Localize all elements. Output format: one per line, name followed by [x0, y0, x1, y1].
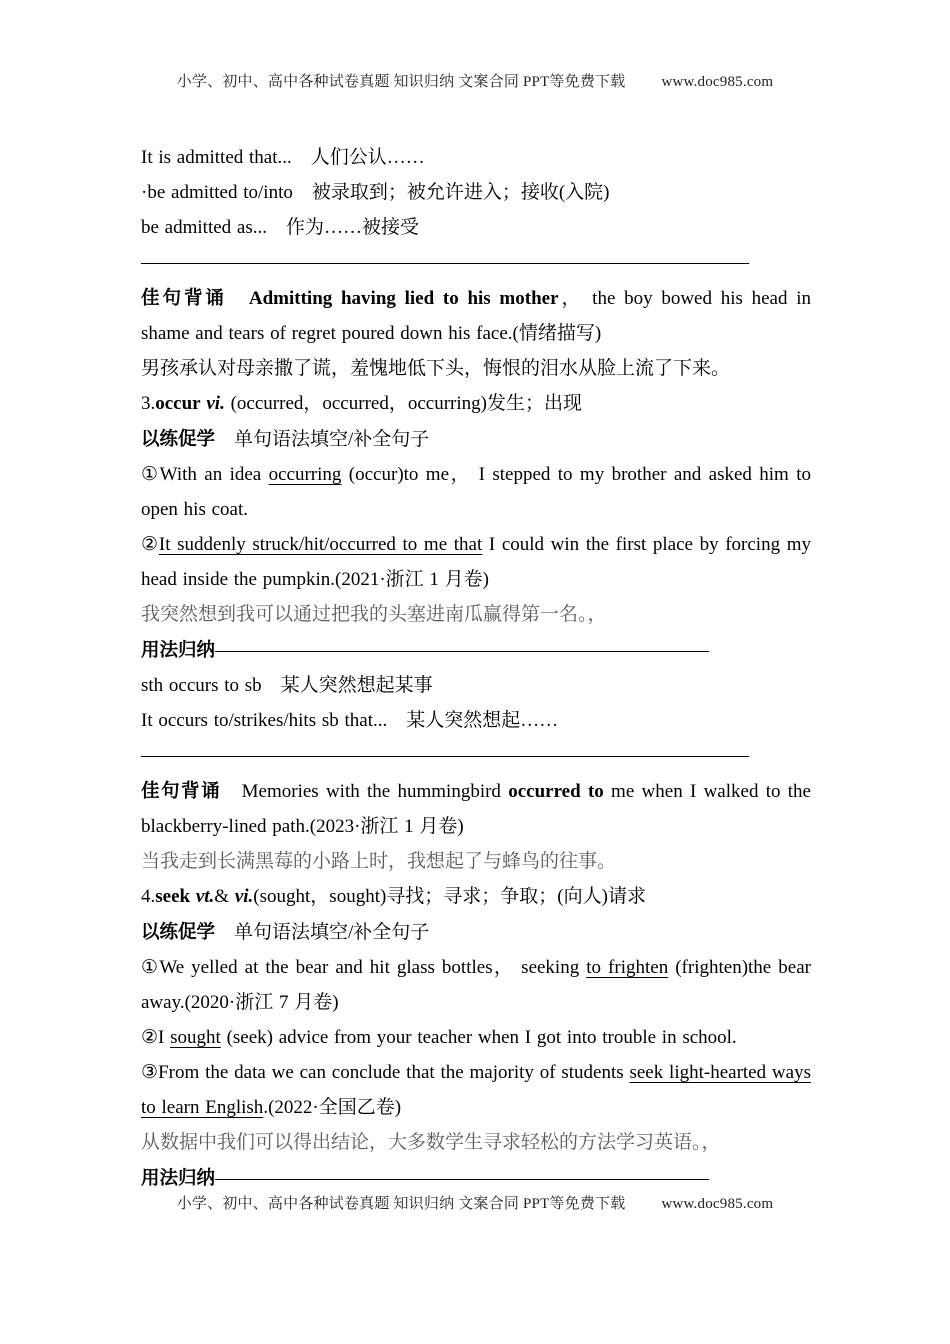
text-run: seek [155, 886, 191, 907]
page-footer [0, 1192, 950, 1213]
header-site-url[interactable]: www.doc985.com [661, 74, 774, 90]
section-label: 以练促学 [141, 428, 216, 449]
header-site-tagline: 小学、初中、高中各种试卷真题 知识归纳 文案合同 PPT等免费下载 [176, 74, 626, 90]
text-run: 4. [141, 886, 156, 907]
text-run: Memories with the hummingbird [221, 781, 509, 802]
text-run: I could win the first place by forcing my head inside the pumpkin.(2021·浙江 1 月卷) [141, 534, 811, 590]
text-run: ①With an idea [141, 464, 269, 485]
text-run: 我突然想到我可以通过把我的头塞进南瓜赢得第一名。， [141, 604, 607, 625]
sample-sentence [141, 280, 811, 351]
usage-summary-heading [141, 632, 811, 668]
exercise-item [141, 1020, 811, 1055]
translation [141, 1125, 811, 1160]
exercise-item [141, 527, 811, 597]
document-body [141, 140, 811, 1196]
entry-heading [141, 386, 811, 421]
text-run: be admitted as... 作为……被接受 [141, 217, 419, 238]
text-run: occur [155, 393, 201, 414]
phrase-line [141, 175, 811, 210]
practice-heading [141, 421, 811, 457]
text-run: 单句语法填空/补全句子 [215, 922, 430, 943]
exercise-item [141, 950, 811, 1020]
usage-summary-heading [141, 1160, 811, 1196]
text-run [227, 288, 249, 309]
text-run: ③From the data we can conclude that the majority of students [141, 1062, 630, 1083]
practice-heading [141, 914, 811, 950]
text-run: seek light-hearted ways to learn English [141, 1062, 811, 1118]
usage-line [141, 668, 811, 703]
text-run: .(2022·全国乙卷) [263, 1097, 402, 1118]
usage-line [141, 703, 811, 738]
text-run: occurring [268, 464, 342, 485]
footer-site-url[interactable]: www.doc985.com [661, 1196, 774, 1212]
text-run: It occurs to/strikes/hits sb that... 某人突然想起…… [141, 710, 559, 731]
sample-sentence [141, 773, 811, 844]
text-run: Admitting having lied to his mother [248, 288, 559, 309]
text-run: ② [141, 534, 159, 555]
text-run: (occurred，occurred，occurring)发生；出现 [224, 393, 582, 414]
section-label: 以练促学 [141, 921, 216, 942]
text-run: (sought，sought)寻找；寻求；争取；(向人)请求 [253, 886, 646, 907]
footer-site-tagline: 小学、初中、高中各种试卷真题 知识归纳 文案合同 PPT等免费下载 [176, 1196, 626, 1212]
phrase-line [141, 210, 811, 245]
text-run: to frighten [586, 957, 669, 978]
exercise-item [141, 457, 811, 527]
text-run: me when I walked to the blackberry-lined path.(2023·浙江 1 月卷) [141, 781, 811, 837]
text-run: (occur)to me， I stepped to my brother and asked him to open his coat. [141, 464, 811, 520]
translation [141, 844, 811, 879]
translation [141, 597, 811, 632]
text-run: 男孩承认对母亲撒了谎，羞愧地低下头，悔恨的泪水从脸上流了下来。 [141, 358, 731, 379]
section-label: 佳句背诵 [141, 780, 222, 801]
text-run: 单句语法填空/补全句子 [215, 429, 430, 450]
text-run: & [214, 886, 235, 907]
section-divider [141, 738, 811, 773]
page-header [0, 70, 950, 91]
text-run: (seek) advice from your teacher when I got into trouble in school. [220, 1027, 737, 1048]
text-run: sought [170, 1027, 221, 1048]
text-run: ②I [141, 1027, 171, 1048]
text-run: (frighten)the bear away.(2020·浙江 7 月卷) [141, 957, 811, 1013]
phrase-line [141, 140, 811, 175]
text-run: 从数据中我们可以得出结论，大多数学生寻求轻松的方法学习英语。， [141, 1132, 721, 1153]
text-run: It suddenly struck/hit/occurred to me that [158, 534, 483, 555]
text-run: sth occurs to sb 某人突然想起某事 [141, 675, 433, 696]
section-label: 佳句背诵 [141, 287, 227, 308]
text-run: occurred to [508, 781, 604, 802]
text-run: ， the boy bowed his head in shame and tears of regret poured down his face.(情绪描写) [141, 288, 811, 344]
text-run: 当我走到长满黑莓的小路上时，我想起了与蜂鸟的往事。 [141, 851, 617, 872]
text-run: 3. [141, 393, 156, 414]
text-run: ———————————————————————————————— [141, 745, 749, 766]
text-run: ———————————————————————————————— [141, 252, 749, 273]
translation [141, 351, 811, 386]
text-run: —————————————————————————— [215, 640, 710, 661]
text-run: ①We yelled at the bear and hit glass bottles， seeking [141, 957, 587, 978]
text-run: vt. [195, 886, 215, 907]
exercise-item [141, 1055, 811, 1125]
entry-heading [141, 879, 811, 914]
text-run: vi. [206, 393, 225, 414]
section-divider [141, 245, 811, 280]
text-run: —————————————————————————— [215, 1168, 710, 1189]
text-run: vi. [234, 886, 254, 907]
text-run: It is admitted that... 人们公认…… [141, 147, 425, 168]
section-label: 用法归纳 [141, 639, 216, 660]
text-run: ·be admitted to/into 被录取到；被允许进入；接收(入院) [141, 182, 610, 203]
section-label: 用法归纳 [141, 1167, 216, 1188]
